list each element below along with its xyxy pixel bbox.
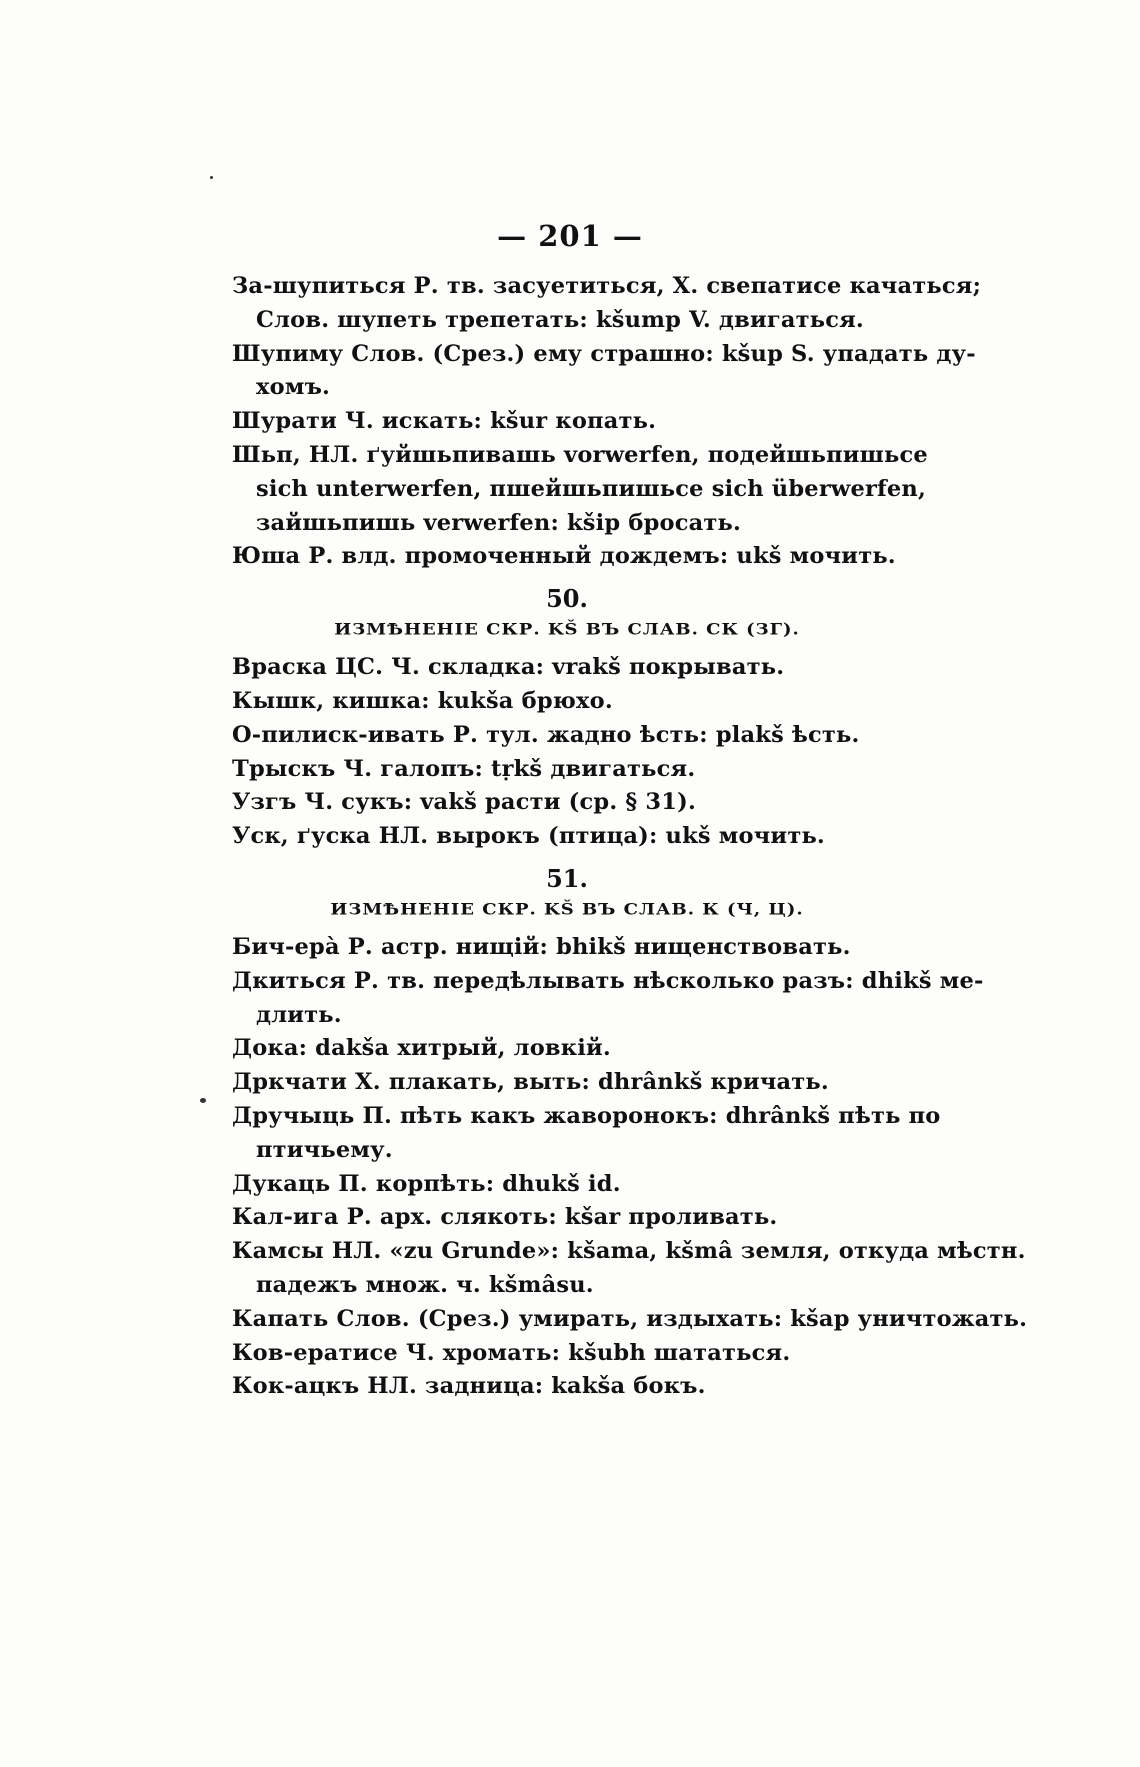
entry-line: О-пилиск-ивать Р. тул. жадно ѣсть: plakš ѣсть. <box>232 721 860 748</box>
entry-line: Кышк, кишка: kukša брюхо. <box>232 687 613 714</box>
entry-line: sich unterwerfen, пшейшьпишьсе sich überwerfen, <box>256 475 926 502</box>
entry-line: Шурати Ч. искать: kšur копать. <box>232 408 657 435</box>
entry-line: Дручыць П. пѣть какъ жаворонокъ: dhrânkš пѣть по <box>232 1102 941 1129</box>
entry-line: Дукаць П. корпѣть: dhukš id. <box>232 1170 621 1197</box>
entry-line: Шьп, НЛ. ґуйшьпивашь vorwerfen, подейшьпишьсе <box>232 441 928 468</box>
entry-line: Узгъ Ч. сукъ: vakš расти (ср. § 31). <box>232 789 697 816</box>
entry-line: птичьему. <box>256 1136 393 1163</box>
entry-line: Уск, ґуска НЛ. вырокъ (птица): ukš мочить. <box>232 823 825 850</box>
entries-continued <box>232 270 1028 1404</box>
entry-line: Капать Слов. (Срез.) умирать, издыхать: kšap уничтожать. <box>232 1305 1028 1332</box>
entry-line: Ков-ератисе Ч. хромать: kšubh шататься. <box>232 1339 791 1366</box>
entry-line: Бич-ерà Р. астр. нищій: bhikš нищенствовать. <box>232 933 851 960</box>
section-number: 50. <box>546 584 588 614</box>
entry-line: Слов. шупеть трепетать: kšump V. двигаться. <box>256 306 864 333</box>
entry-line: хомъ. <box>256 374 331 401</box>
page-number: — 201 — <box>497 219 643 253</box>
entry-line: Дкиться Р. тв. передѣлывать нѣсколько разъ: dhikš ме- <box>232 967 984 994</box>
entry-line: Кал-ига Р. арх. слякоть: kšar проливать. <box>232 1204 778 1231</box>
section-number: 51. <box>546 863 588 893</box>
entry-line: Юша Р. влд. промоченный дождемъ: ukš мочить. <box>232 543 896 570</box>
entry-line: За-шупиться Р. тв. засуетиться, Х. свепатисе качаться; <box>232 273 982 299</box>
section-title: ИЗМѢНЕНІЕ СКР. KŠ ВЪ СЛАВ. К (Ч, Ц). <box>330 900 804 919</box>
entry-line: длить. <box>256 1001 342 1028</box>
entry-line: Дока: dakša хитрый, ловкій. <box>232 1035 611 1062</box>
print-speck <box>210 176 213 179</box>
entry-line: Кок-ацкъ НЛ. задница: kakša бокъ. <box>232 1373 706 1400</box>
entry-line: зайшьпишь verwerfen: kšip бросать. <box>256 509 742 536</box>
section-title: ИЗМѢНЕНІЕ СКР. KŠ ВЪ СЛАВ. СК (ЗГ). <box>334 620 800 640</box>
entry-line: Дркчати Х. плакать, выть: dhrânkš кричать. <box>232 1069 829 1096</box>
entry-line: падежъ множ. ч. kšmâsu. <box>256 1271 594 1298</box>
entry-line: Камсы НЛ. «zu Grunde»: kšama, kšmâ земля, откуда мѣстн. <box>232 1238 1026 1265</box>
print-speck <box>200 1098 206 1103</box>
entry-line: Шупиму Слов. (Срез.) ему страшно: kšup S. упадать ду- <box>232 340 976 367</box>
entry-line: Трыскъ Ч. галопъ: tṛkš двигаться. <box>232 755 696 782</box>
entry-line: Враска ЦС. Ч. складка: vrakš покрывать. <box>232 654 785 681</box>
